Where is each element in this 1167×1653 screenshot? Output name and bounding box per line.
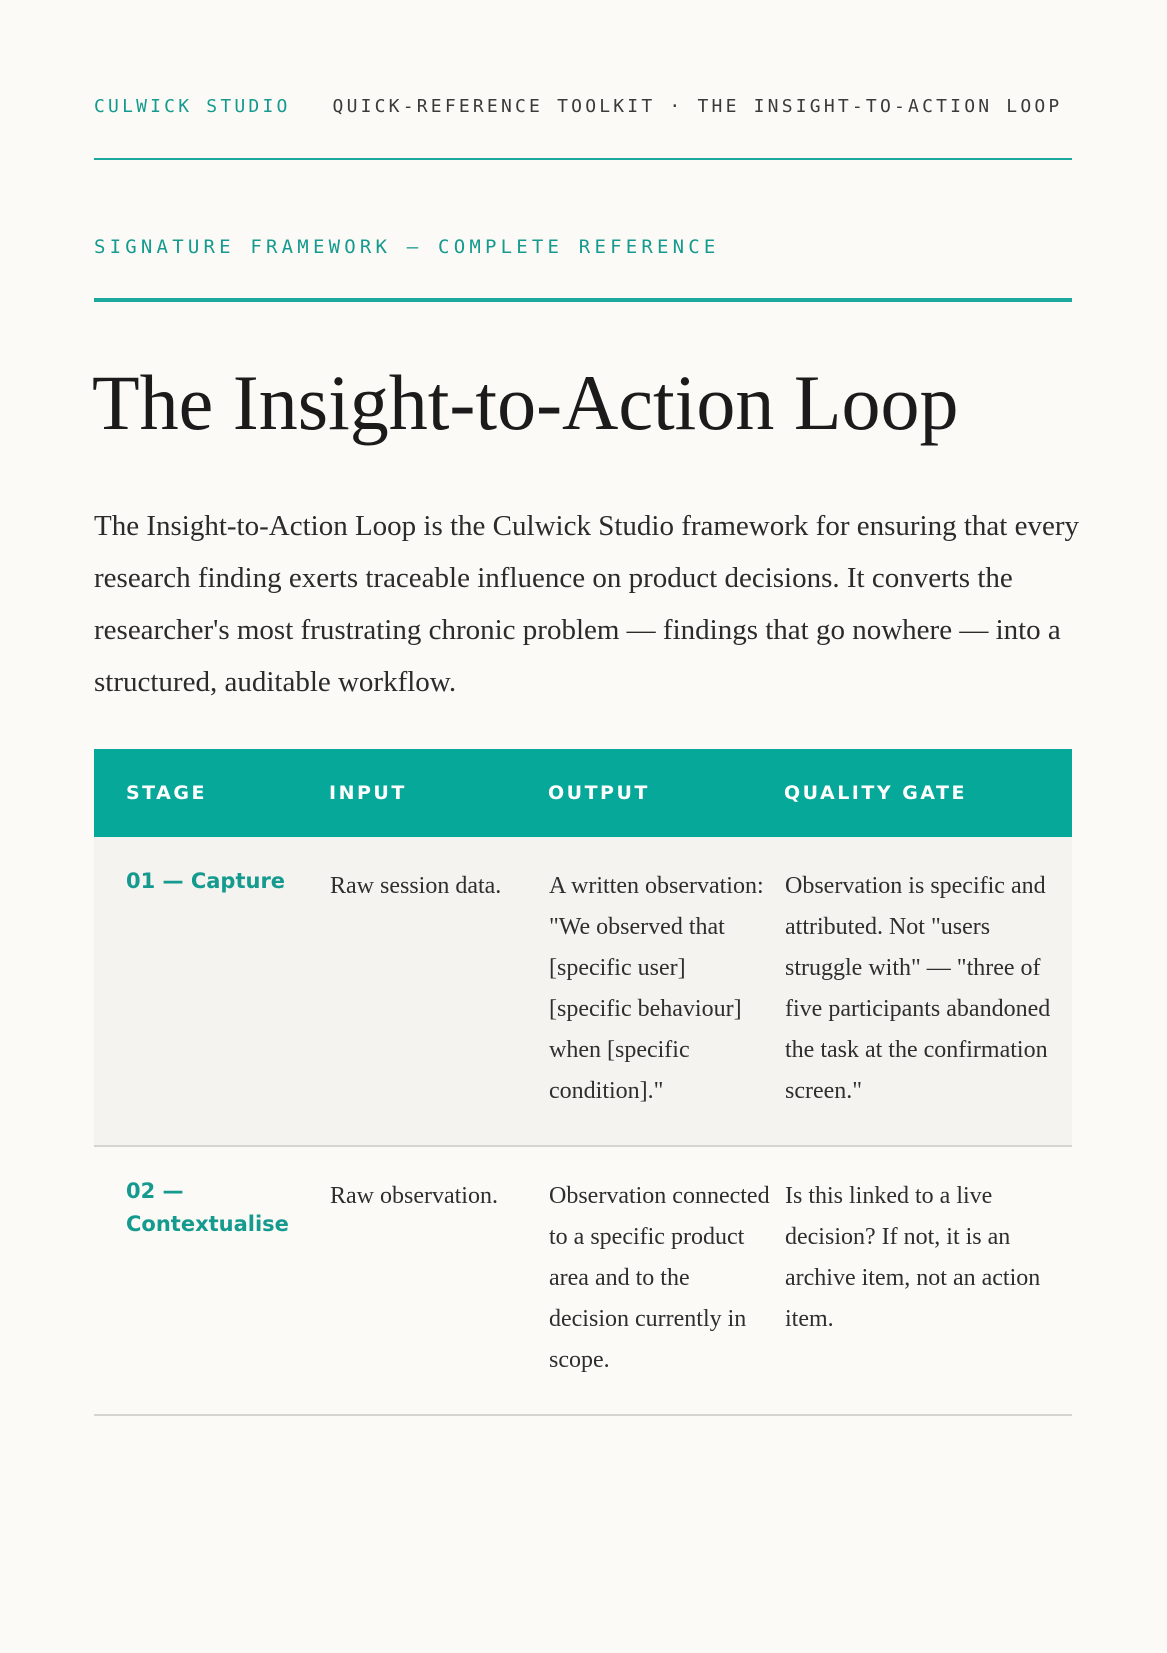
- column-header-output: OUTPUT: [548, 749, 784, 837]
- column-header-stage: STAGE: [94, 749, 329, 837]
- brand-name: CULWICK STUDIO: [94, 96, 291, 117]
- section-label: SIGNATURE FRAMEWORK — COMPLETE REFERENCE: [94, 236, 1072, 302]
- output-cell: A written observation: "We observed that [specific user] [specific behaviour] when [specific condition].": [549, 873, 764, 1104]
- intro-paragraph: The Insight-to-Action Loop is the Culwick Studio framework for ensuring that every research finding exerts traceable influence on product decisions. It converts the researcher's most frustrating chronic problem — findings that go nowhere — into a structured, auditable workflow.: [94, 510, 1079, 698]
- input-cell: Raw session data.: [330, 873, 502, 899]
- top-bar: [94, 96, 1072, 160]
- table-row: [94, 1146, 1072, 1415]
- stage-cell: 01 — Capture: [126, 869, 286, 893]
- framework-table: [94, 749, 1072, 1416]
- quality-gate-cell: Is this linked to a live decision? If not, it is an archive item, not an action item.: [785, 1183, 1041, 1332]
- document-label: QUICK-REFERENCE TOOLKIT · THE INSIGHT-TO-ACTION LOOP: [332, 96, 1063, 117]
- output-cell: Observation connected to a specific product area and to the decision currently in scope.: [549, 1183, 770, 1373]
- stage-cell: 02 — Contextualise: [126, 1179, 289, 1236]
- input-cell: Raw observation.: [330, 1183, 498, 1209]
- column-header-quality-gate: QUALITY GATE: [784, 749, 1072, 837]
- page-title: The Insight-to-Action Loop: [92, 359, 959, 446]
- quality-gate-cell: Observation is specific and attributed. Not "users struggle with" — "three of five participants abandoned the task at the confirmation screen.": [785, 873, 1051, 1104]
- table-header-row: [94, 749, 1072, 837]
- table-row: [94, 837, 1072, 1146]
- column-header-input: INPUT: [329, 749, 548, 837]
